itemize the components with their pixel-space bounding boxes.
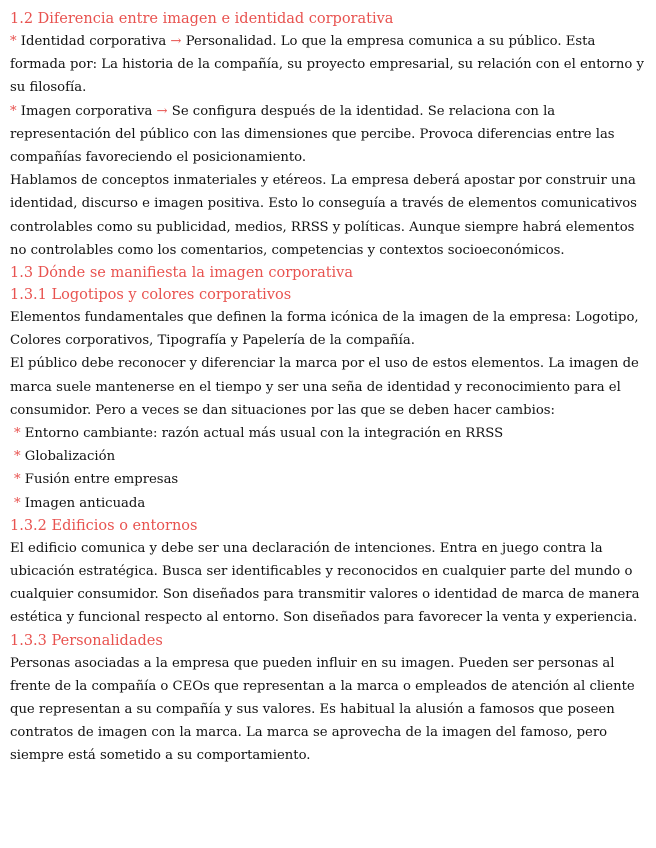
- arrow-icon: →: [170, 34, 182, 49]
- paragraph-edificio: El edificio comunica y debe ser una declaración de intenciones. Entra en juego contra la ubicación estratégica. Busca ser identificables y reconocidos en cualquier parte del mundo o cualquier consumidor. Son diseñados para transmitir valores o identidad de marca de manera estética y funcional respecto al entorno. Son diseñados para favorecer la venta y experiencia.: [10, 540, 640, 626]
- bullet-lead: Identidad corporativa: [20, 34, 167, 49]
- heading-1-3: 1.3 Dónde se manifiesta la imagen corporativa: [10, 265, 354, 282]
- bullet-lead: Imagen corporativa: [20, 103, 153, 119]
- bullet-text: Personalidad. Lo que la empresa comunica a su público. Esta formada por: La historia de la compañía, su proyecto empresarial, su relación con el entorno y su filosofía.: [10, 34, 644, 96]
- bullet-marker: *: [14, 426, 21, 442]
- bullet-marker: *: [10, 34, 17, 49]
- paragraph-publico: El público debe reconocer y diferenciar la marca por el uso de estos elementos. La imagen de marca suele mantenerse en el tiempo y ser una seña de identidad y reconocimiento para el consumidor. Pero a veces se dan situaciones por las que se deben hacer cambios:: [10, 356, 639, 418]
- bullet-text: Se configura después de la identidad. Se relaciona con la representación del público con las dimensiones que percibe. Provoca diferencias entre las compañías favoreciendo el posicionamiento.: [10, 103, 615, 166]
- list-item: [10, 445, 646, 468]
- bullet-marker: *: [14, 449, 21, 465]
- heading-1-3-2: 1.3.2 Edificios o entornos: [10, 517, 198, 534]
- list-item-text: Globalización: [24, 449, 116, 465]
- document-page: [10, 8, 646, 768]
- paragraph-elementos: Elementos fundamentales que definen la forma icónica de la imagen de la empresa: Logotipo, Colores corporativos, Tipografía y Papelería de la compañía.: [10, 310, 639, 349]
- paragraph-personas: Personas asociadas a la empresa que pueden influir en su imagen. Pueden ser personas al frente de la compañía o CEOs que representan a la marca o empleados de atención al cliente que representan a su compañía y sus valores. Es habitual la alusión a famosos que poseen contratos de imagen con la marca. La marca se aprovecha de la imagen del famoso, pero siempre está sometido a su comportamiento.: [10, 655, 635, 764]
- list-item-text: Imagen anticuada: [24, 495, 146, 511]
- heading-1-2: 1.2 Diferencia entre imagen e identidad corporativa: [10, 11, 394, 27]
- bullet-marker: *: [14, 495, 21, 511]
- arrow-icon: →: [156, 103, 168, 119]
- list-item: [10, 468, 646, 491]
- bullet-identidad: [10, 30, 646, 100]
- paragraph-conceptos: Hablamos de conceptos inmateriales y etéreos. La empresa deberá apostar por construir una identidad, discurso e imagen positiva. Esto lo conseguía a través de elementos comunicativos controlables como su publicidad, medios, RRSS y políticas. Aunque siempre habrá elementos no controlables como los comentarios, competencias y contextos socioeconómicos.: [10, 173, 637, 258]
- list-item-text: Fusión entre empresas: [24, 472, 179, 488]
- bullet-marker: *: [10, 103, 17, 119]
- list-item-text: Entorno cambiante: razón actual más usual con la integración en RRSS: [24, 426, 504, 442]
- bullet-list-cambios: [10, 422, 646, 515]
- list-item: [10, 492, 646, 515]
- heading-1-3-3: 1.3.3 Personalidades: [10, 632, 163, 649]
- heading-1-3-1: 1.3.1 Logotipos y colores corporativos: [10, 287, 292, 304]
- list-item: [10, 422, 646, 445]
- bullet-imagen: [10, 100, 646, 170]
- bullet-marker: *: [14, 472, 21, 488]
